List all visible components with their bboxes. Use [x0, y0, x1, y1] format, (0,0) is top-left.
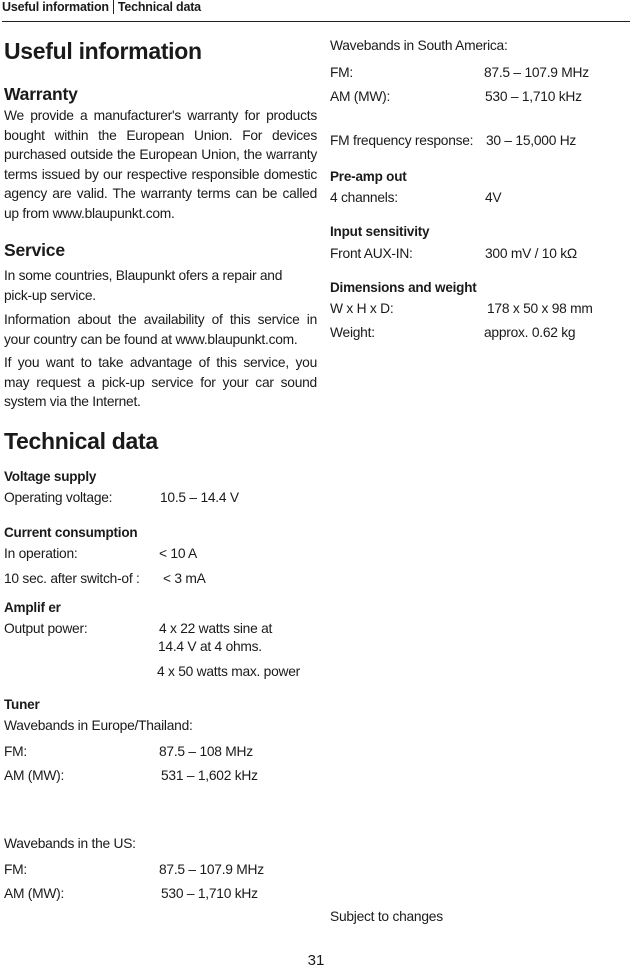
front-aux-value: 300 mV / 10 kΩ [485, 246, 577, 261]
output-power-label: Output power: [4, 621, 88, 636]
sa-am-label: AM (MW): [330, 89, 391, 104]
after-switch-off-label: 10 sec. after switch-of : [4, 571, 140, 586]
header-rule [2, 21, 630, 22]
header-section: Useful information [2, 0, 109, 14]
wxhxd-value: 178 x 50 x 98 mm [487, 301, 593, 316]
eu-am-label: AM (MW): [4, 768, 65, 783]
channels-value: 4V [485, 190, 502, 205]
preamp-heading: Pre-amp out [330, 169, 407, 184]
output-power-value-2: 14.4 V at 4 ohms. [158, 639, 262, 654]
us-am-label: AM (MW): [4, 886, 65, 901]
wavebands-south-america: Wavebands in South America: [330, 38, 508, 53]
technical-data-title: Technical data [4, 428, 158, 454]
page-number: 31 [307, 952, 325, 969]
tuner-heading: Tuner [4, 697, 40, 712]
operating-voltage-value: 10.5 – 14.4 V [160, 490, 239, 505]
us-fm-value: 87.5 – 107.9 MHz [159, 862, 264, 877]
wxhxd-label: W x H x D: [330, 301, 394, 316]
channels-label: 4 channels: [330, 190, 398, 205]
service-heading: Service [4, 240, 65, 260]
subject-to-changes: Subject to changes [330, 909, 443, 924]
front-aux-label: Front AUX-IN: [330, 246, 413, 261]
weight-label: Weight: [330, 325, 375, 340]
running-header [2, 0, 201, 14]
fm-response-value: 30 – 15,000 Hz [486, 133, 577, 148]
header-separator [113, 0, 114, 14]
operating-voltage-label: Operating voltage: [4, 490, 113, 505]
fm-response-label: FM frequency response: [330, 133, 474, 148]
wavebands-us: Wavebands in the US: [4, 836, 136, 851]
weight-value: approx. 0.62 kg [484, 325, 576, 340]
sa-fm-label: FM: [330, 65, 354, 80]
in-operation-label: In operation: [4, 546, 78, 561]
wavebands-europe: Wavebands in Europe/Thailand: [4, 718, 193, 733]
eu-am-value: 531 – 1,602 kHz [161, 768, 258, 783]
eu-fm-label: FM: [4, 744, 28, 759]
current-consumption-heading: Current consumption [4, 525, 138, 540]
service-paragraph-2: Information about the availability of this service in your country can be found at www.blaupunkt.com. [4, 312, 317, 347]
service-paragraph-1: In some countries, Blaupunkt ofers a repair and pick-up service. [4, 268, 283, 303]
service-paragraph-3: If you want to take advantage of this service, you may request a pick-up service for your car sound system via the Internet. [4, 355, 317, 409]
voltage-supply-heading: Voltage supply [4, 469, 97, 484]
us-am-value: 530 – 1,710 kHz [161, 886, 258, 901]
after-switch-off-value: < 3 mA [163, 571, 206, 586]
sa-am-value: 530 – 1,710 kHz [485, 89, 582, 104]
input-sensitivity-heading: Input sensitivity [330, 224, 430, 239]
useful-info-title: Useful information [4, 38, 202, 64]
us-fm-label: FM: [4, 862, 28, 877]
warranty-heading: Warranty [4, 84, 78, 104]
in-operation-value: < 10 A [159, 546, 198, 561]
warranty-text: We provide a manufacturer's warranty for products bought within the European Union. For devices purchased outside the European Union, the warranty terms issued by our respective responsible domestic agency are valid. The warranty terms can be called up from www.blaupunkt.com. [4, 108, 317, 221]
dimensions-heading: Dimensions and weight [330, 280, 477, 295]
amplifier-heading: Amplif er [4, 600, 61, 615]
output-power-value-1: 4 x 22 watts sine at [159, 621, 273, 636]
eu-fm-value: 87.5 – 108 MHz [159, 744, 253, 759]
sa-fm-value: 87.5 – 107.9 MHz [484, 65, 589, 80]
output-power-value-3: 4 x 50 watts max. power [157, 664, 301, 679]
header-subsection: Technical data [117, 0, 201, 14]
